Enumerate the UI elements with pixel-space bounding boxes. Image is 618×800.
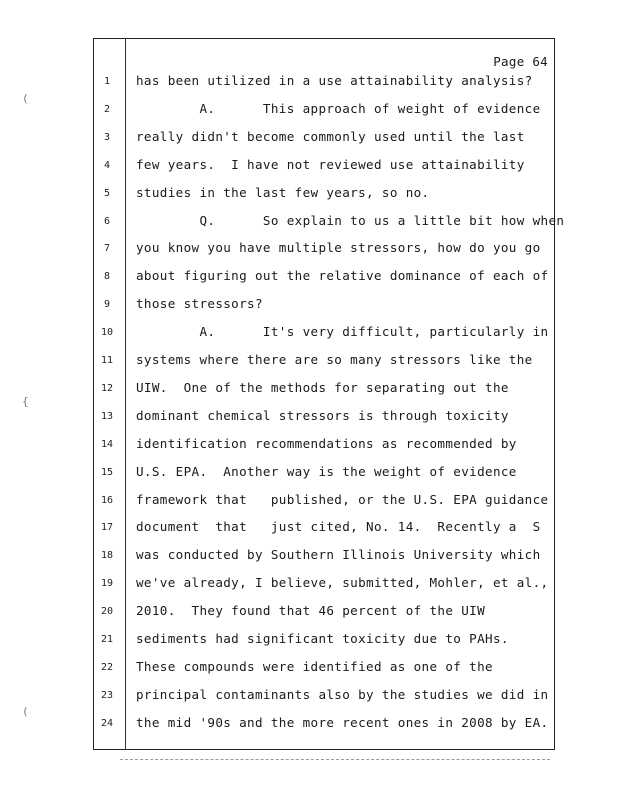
line-text: few years. I have not reviewed use attainability xyxy=(136,156,525,172)
transcript-line xyxy=(0,464,560,484)
line-text: A. It's very difficult, particularly in xyxy=(136,324,549,340)
scan-mark: ( xyxy=(22,705,29,718)
line-number: 9 xyxy=(103,299,111,311)
line-number: 20 xyxy=(100,606,114,618)
transcript-line xyxy=(0,519,560,539)
line-number: 7 xyxy=(103,243,111,255)
line-text: UIW. One of the methods for separating out the xyxy=(136,379,509,395)
line-number: 16 xyxy=(100,494,114,506)
line-text: you know you have multiple stressors, how do you go xyxy=(136,240,541,256)
line-text: A. This approach of weight of evidence xyxy=(136,100,541,116)
line-text: systems where there are so many stressors like the xyxy=(136,352,533,367)
transcript-line xyxy=(0,575,560,595)
line-text: U.S. EPA. Another way is the weight of evidence xyxy=(136,463,517,479)
line-number: 6 xyxy=(103,215,111,227)
line-number: 19 xyxy=(100,578,114,590)
transcript-line xyxy=(0,352,560,372)
transcript-line xyxy=(0,408,560,428)
transcript-line xyxy=(0,101,560,121)
transcript-line xyxy=(0,185,560,205)
transcript-line xyxy=(0,492,560,512)
line-number: 4 xyxy=(103,159,111,171)
transcript-line xyxy=(0,268,560,288)
transcript-line xyxy=(0,687,560,707)
line-text: we've already, I believe, submitted, Mohler, et al., xyxy=(136,575,549,591)
transcript-line xyxy=(0,129,560,149)
line-number: 12 xyxy=(100,382,114,394)
line-text: principal contaminants also by the studies we did in xyxy=(136,686,549,702)
line-text: sediments had significant toxicity due to PAHs. xyxy=(136,631,509,646)
line-number: 24 xyxy=(100,717,114,729)
transcript-line xyxy=(0,240,560,260)
scan-mark: ( xyxy=(22,92,29,105)
line-number: 11 xyxy=(100,355,114,366)
transcript-line xyxy=(0,631,560,651)
line-text: those stressors? xyxy=(136,296,263,312)
line-number: 8 xyxy=(103,271,111,283)
line-number: 5 xyxy=(103,187,111,199)
line-text: framework that published, or the U.S. EPA guidance xyxy=(136,491,549,507)
line-text: dominant chemical stressors is through toxicity xyxy=(136,407,509,423)
line-text: document that just cited, No. 14. Recently a S xyxy=(136,519,541,535)
line-text: identification recommendations as recommended by xyxy=(136,435,517,451)
line-number: 15 xyxy=(100,466,114,478)
line-number: 18 xyxy=(100,550,114,562)
transcript-line xyxy=(0,296,560,316)
line-number: 17 xyxy=(100,522,114,534)
line-text: These compounds were identified as one of the xyxy=(136,658,493,674)
page-number: Page 64 xyxy=(493,54,548,69)
line-number: 21 xyxy=(100,634,114,645)
scan-mark: { xyxy=(22,395,29,408)
line-number: 14 xyxy=(100,438,114,450)
transcript-line xyxy=(0,436,560,456)
transcript-line xyxy=(0,547,560,567)
bottom-scan-noise xyxy=(120,759,550,762)
transcript-line xyxy=(0,73,560,93)
transcript-line xyxy=(0,715,560,735)
line-text: Q. So explain to us a little bit how when xyxy=(136,212,565,228)
transcript-line xyxy=(0,603,560,623)
line-text: studies in the last few years, so no. xyxy=(136,184,430,200)
line-text: about figuring out the relative dominance of each of xyxy=(136,268,549,284)
line-number: 3 xyxy=(103,131,111,143)
line-number: 23 xyxy=(100,689,114,701)
transcript-line xyxy=(0,212,565,233)
line-text: 2010. They found that 46 percent of the UIW xyxy=(136,603,486,619)
line-number: 10 xyxy=(100,327,114,339)
line-number: 2 xyxy=(103,103,111,115)
line-text: was conducted by Southern Illinois University which xyxy=(136,547,541,563)
line-text: has been utilized in a use attainability analysis? xyxy=(136,73,533,88)
line-number: 22 xyxy=(100,661,114,673)
transcript-line xyxy=(0,324,560,344)
transcript-line xyxy=(0,380,560,400)
transcript-line xyxy=(0,659,560,679)
line-text: really didn't become commonly used until the last xyxy=(136,128,525,144)
line-text: the mid '90s and the more recent ones in 2008 by EA. xyxy=(136,714,549,730)
transcript-line xyxy=(0,157,560,177)
line-number: 1 xyxy=(103,76,111,87)
line-number: 13 xyxy=(100,410,114,422)
